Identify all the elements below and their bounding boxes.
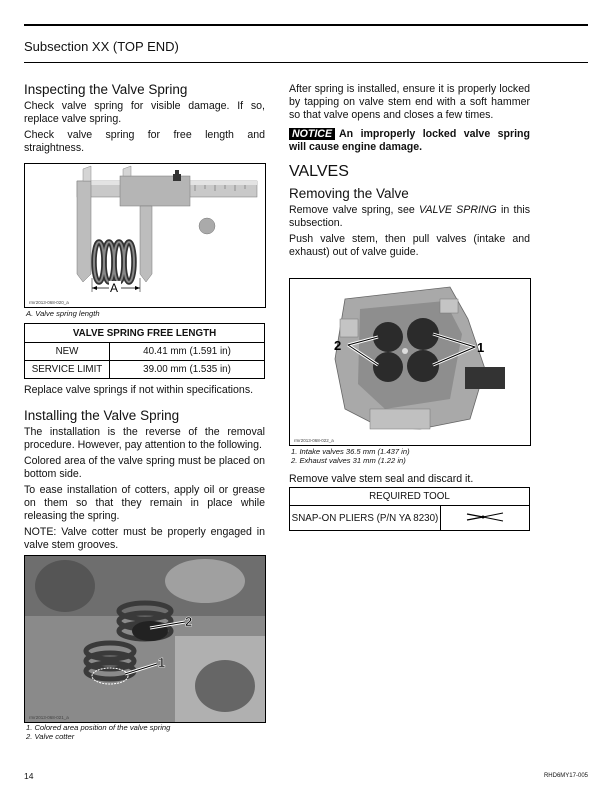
table-row [25,361,265,379]
callout-2: 2 [185,614,193,629]
doc-code: RHD6MY17-005 [543,773,588,779]
tool-name: SNAP-ON PLIERS (P/N YA 8230) [290,506,441,531]
remove-paragraph-1 [289,204,530,230]
remove-paragraph-2: Push valve stem, then pull valves (intake and exhaust) out of valve guide. [289,233,530,258]
header-rule [24,62,588,63]
remove-text-pre: Remove valve spring, see [289,204,419,216]
after-install-paragraph: After spring is installed, ensure it is properly locked by tapping on valve stem end with a soft hammer so that valve opens and closes a few times. [289,83,530,121]
replace-text: Replace valve springs if not within specifications. [24,384,254,396]
row-value: 39.00 mm (1.535 in) [110,361,265,379]
remove-text-post: in this subsection. [289,204,530,229]
table-title: VALVE SPRING FREE LENGTH [25,324,265,343]
valves-heading: VALVES [289,163,349,180]
note-label: NOTE: [24,526,57,538]
notice-badge: NOTICE [289,128,335,140]
inspect-paragraph-1: Check valve spring for visible damage. If so, replace valve spring. [24,100,265,125]
fig2-caption-2: 2. Exhaust valves 31 mm (1.22 in) [291,456,406,465]
installed-spring-figure [24,555,266,723]
left-column [24,82,265,155]
row-value: 40.41 mm (1.591 in) [110,343,265,361]
right-column [289,83,530,259]
section-title: Subsection XX (TOP END) [24,39,179,54]
inspect-heading: Inspecting the Valve Spring [24,82,188,97]
install-heading: Installing the Valve Spring [24,408,180,423]
tool-table-title: REQUIRED TOOL [290,488,530,506]
seal-text: Remove valve stem seal and discard it. [289,473,474,485]
row-label: NEW [25,343,110,361]
callout-1: 1 [477,340,485,355]
note-text: Valve cotter must be properly engaged in valve stem grooves. [24,526,265,551]
figure-code: rmr2013-068-020_a [29,300,69,305]
install-paragraph-3: To ease installation of cotters, apply oil or grease on them so that they remain in place while releasing the spring. [24,484,265,522]
install-paragraph-1: The installation is the reverse of the removal procedure. However, pay attention to the following. [24,426,265,451]
fig2-caption-1: 1. Intake valves 36.5 mm (1.437 in) [291,447,410,456]
callout-2: 2 [334,338,342,353]
fig1-caption: A. Valve spring length [26,309,100,318]
row-label: SERVICE LIMIT [25,361,110,379]
page-number: 14 [24,771,34,781]
left-column-lower [24,384,265,552]
cylinder-head-figure [289,278,531,446]
figure-code: rmr2013-068-022_a [294,438,334,443]
tool-row [290,506,530,531]
installed-spring-illustration [25,556,265,722]
cylinder-head-illustration [290,279,530,445]
removing-heading: Removing the Valve [289,186,409,201]
install-paragraph-2: Colored area of the valve spring must be placed on bottom side. [24,455,265,480]
fig3-caption-2: 2. Valve cotter [26,732,75,741]
valve-spring-caliper-figure [24,163,266,308]
pliers-icon [441,506,530,531]
top-rule [24,24,588,26]
inspect-paragraph-2: Check valve spring for free length and straightness. [24,129,265,154]
note-paragraph [24,526,265,552]
figure-code: rmr2013-068-021_a [29,715,69,720]
required-tool-table [289,487,530,531]
valve-spring-reference[interactable]: VALVE SPRING [418,204,497,216]
callout-a: A [110,281,119,295]
notice-paragraph [289,128,530,154]
notice-text: An improperly locked valve spring will cause engine damage. [289,128,530,153]
spring-length-table [24,323,265,379]
table-row [25,343,265,361]
fig3-caption-1: 1. Colored area position of the valve spring [26,723,171,732]
callout-1: 1 [158,655,166,670]
caliper-illustration [25,164,265,307]
